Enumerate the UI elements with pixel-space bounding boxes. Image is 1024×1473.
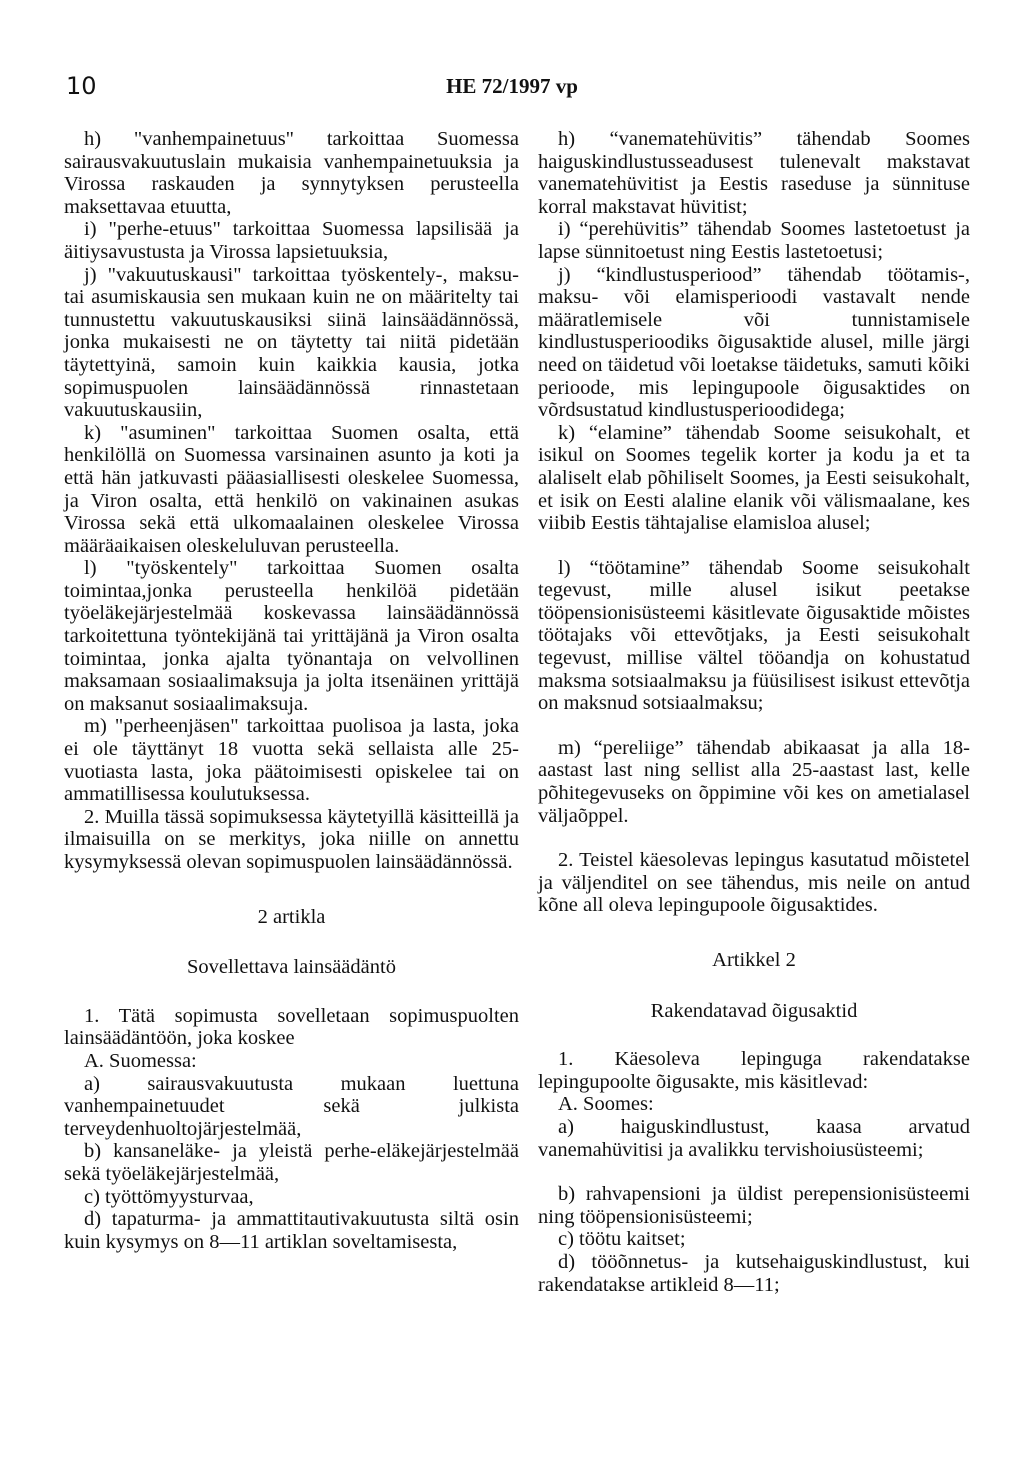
left-paragraph: d) tapaturma- ja ammattitautivakuutusta siltä osin kuin kysymys on 8—11 artiklan soveltamisesta, bbox=[64, 1208, 519, 1253]
right-paragraph: d) tööõnnetus- ja kutsehaiguskindlustust, kui rakendatakse artikleid 8—11; bbox=[538, 1250, 970, 1296]
right-paragraph: A. Soomes: bbox=[558, 1093, 654, 1116]
left-heading: Sovellettava lainsäädäntö bbox=[187, 956, 396, 979]
page-header bbox=[0, 72, 1024, 106]
right-paragraph: l) “töötamine” tähendab Soome seisukohalt tegevust, mille alusel isikut peetakse tööpensionisüsteemi käsitlevate õigusaktide mõistes töötajaks või ettevõtjaks, ja Eesti seisukohalt tegevust, millise vältel tööandja on kohustatud maksma sotsiaalmaksu ja füüsilisest isikust ettevõtja on maksnud sotsiaalmaksu; bbox=[538, 556, 970, 715]
right-paragraph: k) “elamine” tähendab Soome seisukohalt, et isikul on Soomes tegelik korter ja kodu ja et ta alaliselt elab põhiliselt Soomes, ja Eesti seisukohalt, et isik on Eesti alaline elanik või välismaalane, kes viibib Eestis tähtajalise elamisloa alusel; bbox=[538, 421, 970, 535]
left-paragraph: m) "perheenjäsen" tarkoittaa puolisoa ja lasta, joka ei ole täyttänyt 18 vuotta sekä sellaista alle 25-vuotiasta lasta, joka päätoimisesti opiskelee tai on ammatillisessa koulutuksessa. bbox=[64, 715, 519, 806]
left-paragraph: c) työttömyysturvaa, bbox=[84, 1185, 254, 1208]
left-paragraph: i) "perhe-etuus" tarkoittaa Suomessa lapsilisää ja äitiysavustusta ja Virossa lapsietuuksia, bbox=[64, 218, 519, 263]
right-column-estonian bbox=[538, 128, 970, 1296]
left-paragraph: j) "vakuutuskausi" tarkoittaa työskentely-, maksu- tai asumiskausia sen mukaan kuin ne on määritelty tai tunnustettu vakuutuskausiksi siinä lainsäädännössä, jonka mukaisesti ne on täytetty tai niitä pidetään täytettyinä, samoin kuin kaikkia kausia, jotka sopimuspuolen lainsäädännössä rinnastetaan vakuutuskausiin, bbox=[64, 263, 519, 422]
right-paragraph: i) “perehüvitis” tähendab Soomes lastetoetust ja lapse sünnitoetust ning Eestis lastetoetusi; bbox=[538, 218, 970, 263]
left-paragraph: l) "työskentely" tarkoittaa Suomen osalta toimintaa,jonka perusteella henkilöä pidetään työeläkejärjestelmää koskevassa lainsäädännössä tarkoitettuna työntekijänä tai yrittäjänä ja Viron osalta toimintaa, jonka ajalta työnantaja on velvollinen maksamaan sosiaalimaksuja ja jolta itsenäinen yrittäjä on maksanut sosiaalimaksuja. bbox=[64, 557, 519, 715]
left-paragraph: k) "asuminen" tarkoittaa Suomen osalta, että henkilöllä on Suomessa varsinainen asunto ja koti ja että hän jatkuvasti pääasiallisesti oleskelee Suomessa, ja Viron osalta, että henkilö on vakinainen asukas Virossa sekä että ulkomaalainen oleskelee Virossa määräaikaisen oleskeluluvan perusteella. bbox=[64, 421, 519, 557]
document-id: HE 72/1997 vp bbox=[446, 74, 578, 98]
left-paragraph: b) kansaneläke- ja yleistä perhe-eläkejärjestelmää sekä työeläkejärjestelmää, bbox=[64, 1140, 519, 1185]
left-paragraph: a) sairausvakuutusta mukaan luettuna vanhempainetuudet sekä julkista terveydenhuoltojärjestelmää, bbox=[64, 1072, 519, 1140]
left-paragraph: A. Suomessa: bbox=[84, 1049, 197, 1072]
left-paragraph: h) "vanhempainetuus" tarkoittaa Suomessa sairausvakuutuslain mukaisia vanhempainetuuksia ja Virossa raskauden ja synnytyksen perusteella maksettavaa etuutta, bbox=[64, 128, 519, 218]
right-paragraph: 1. Käesoleva lepinguga rakendatakse lepingupoolte õigusakte, mis käsitlevad: bbox=[538, 1048, 970, 1093]
page-number: 10 bbox=[66, 72, 97, 100]
left-heading: 2 artikla bbox=[257, 905, 326, 928]
left-column-finnish bbox=[64, 128, 519, 1253]
right-heading: Artikkel 2 bbox=[712, 949, 796, 971]
right-paragraph: h) “vanematehüvitis” tähendab Soomes haiguskindlustusseadusest tulenevalt makstavat vanematehüvitist ja Eestis raseduse ja sünnituse korral makstavat hüvitist; bbox=[538, 128, 970, 218]
right-paragraph: j) “kindlustusperiood” tähendab töötamis-, maksu- või elamisperioodi vastavalt nende määratlemisele või tunnistamisele kindlustusperioodiks õigusaktide alusel, mille järgi need on täidetud või loetakse täidetuks, samuti kõiki perioode, mis lepingupoole õigusaktides on võrdsustatud kindlustusperioodidega; bbox=[538, 263, 970, 422]
right-paragraph: a) haiguskindlustust, kaasa arvatud vanemahüvitisi ja avalikku tervishoiusüsteemi; bbox=[538, 1115, 970, 1161]
right-paragraph: m) “pereliige” tähendab abikaasat ja alla 18-aastast last ning sellist alla 25-aastast last, kelle põhitegevuseks on õppimine või kes on ametialasel väljaõppel. bbox=[538, 736, 970, 827]
left-paragraph: 1. Tätä sopimusta sovelletaan sopimuspuolten lainsäädäntöön, joka koskee bbox=[64, 1004, 519, 1050]
left-paragraph: 2. Muilla tässä sopimuksessa käytetyillä käsitteillä ja ilmaisuilla on se merkitys, joka niille on annettu kysymyksessä olevan sopimuspuolen lainsäädännössä. bbox=[64, 805, 519, 873]
right-paragraph: 2. Teistel käesolevas lepingus kasutatud mõistetel ja väljenditel on see tähendus, mis neile on antud kõne all oleva lepingupoole õigusaktides. bbox=[538, 849, 970, 917]
right-paragraph: c) töötu kaitset; bbox=[558, 1228, 686, 1251]
right-paragraph: b) rahvapensioni ja üldist perepensionisüsteemi ning tööpensionisüsteemi; bbox=[538, 1183, 970, 1228]
right-heading: Rakendatavad õigusaktid bbox=[650, 999, 858, 1022]
